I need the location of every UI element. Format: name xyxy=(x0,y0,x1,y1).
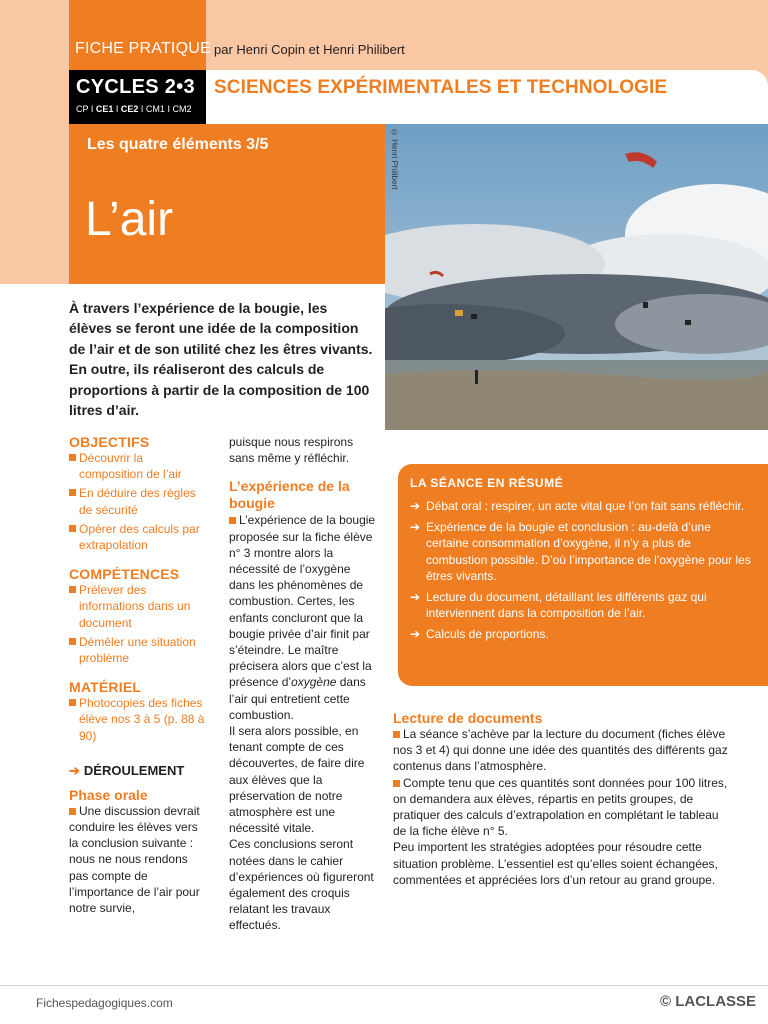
objectif-item: Découvrir la composition de l’air xyxy=(69,450,209,482)
lecture-para: Peu importent les stratégies adoptées pour résoudre cette situation problème. L’essentiel est qu’elles soient échangées, commentées et appréciées lors d’un retour au grand groupe. xyxy=(393,840,718,887)
competence-item: Démêler une situation problème xyxy=(69,634,209,666)
fiche-pratique-box xyxy=(69,0,206,70)
materiel-item: Photocopies des fiches élève nos 3 à 5 (p. 88 à 90) xyxy=(69,695,209,744)
cycles-label: CYCLES 2•3 xyxy=(76,76,195,98)
summary-box xyxy=(398,464,768,686)
summary-item: ➔ Expérience de la bougie et conclusion : au-delà d’une certaine consommation d’oxygène, il n’y a plus de combustion possible. D’où l’importance de l’oxygène pour les êtres vivants. xyxy=(410,520,751,583)
objectif-item: En déduire des règles de sécurité xyxy=(69,485,209,517)
level-cp: CP xyxy=(76,104,89,114)
deroulement-heading: ➔ DÉROULEMENT xyxy=(69,762,185,778)
level-ce1: CE1 xyxy=(95,104,114,114)
arrow-right-icon: ➔ xyxy=(410,590,421,605)
phase-orale-text: Une discussion devrait conduire les élèves vers la conclusion suivante : nous ne nous rendons pas compte de l’importance de l’air pour notre survie, xyxy=(69,803,200,916)
arrow-right-icon: ➔ xyxy=(410,520,421,535)
fiche-pratique-label: FICHE PRATIQUE xyxy=(75,40,211,57)
materiel-heading: MATÉRIEL xyxy=(69,679,142,696)
photo-credit: © Henri Philibert xyxy=(390,128,399,190)
experience-para: Il sera alors possible, en tenant compte de ces découvertes, de faire dire aux élèves que la préservation de notre atmosphère est une nécessité vitale. xyxy=(229,724,365,836)
objectif-item: Opérer des calculs par extrapolation xyxy=(69,521,209,553)
middle-column xyxy=(229,434,376,934)
competence-item: Prélever des informations dans un document xyxy=(69,582,209,631)
footer-publisher: © LACLASSE xyxy=(660,993,757,1010)
levels: CP I CE1 I CE2 I CM1 I CM2 xyxy=(76,104,192,114)
page-title: L’air xyxy=(85,193,174,246)
intro-paragraph: À travers l’expérience de la bougie, les élèves se feront une idée de la composition de l’air et de son utilité chez les êtres vivants. En outre, ils réaliseront des calculs de proportions à partir de la composition de 100 litres d’air. xyxy=(69,300,373,419)
series-label: Les quatre éléments 3/5 xyxy=(87,136,269,153)
kite-beach-photo xyxy=(385,124,768,430)
competences-heading: COMPÉTENCES xyxy=(69,566,180,583)
authors: par Henri Copin et Henri Philibert xyxy=(214,42,405,57)
subject-title: SCIENCES EXPÉRIMENTALES ET TECHNOLOGIE xyxy=(214,77,668,98)
experience-para: Ces conclusions seront notées dans le cahier d’expériences où figureront également des croquis relatant les travaux effectués. xyxy=(229,837,374,933)
summary-heading: LA SÉANCE EN RÉSUMÉ xyxy=(410,476,564,490)
lecture-para: Compte tenu que ces quantités sont données pour 100 litres, on demandera aux élèves, répartis en petits groupes, de pratiquer des calculs d’extrapolation en complétant le tableau de la fiche élève n° 5. xyxy=(393,775,728,839)
arrow-right-icon: ➔ xyxy=(69,762,80,778)
experience-para: L’expérience de la bougie proposée sur la fiche élève n° 3 montre alors la nécessité de l’oxygène dans les phénomènes de combustion. Certes, les enfants concluront que la bougie privée d’air finit par s’éteindre. Le maître précisera alors que c’est la présence d’oxygène dans l’air qui entretient cette combustion. xyxy=(229,513,376,722)
footer-site: Fichespedagogiques.com xyxy=(36,996,173,1010)
lecture-para: La séance s’achève par la lecture du document (fiches élève nos 3 et 4) qui donne une idée des quantités des différents gaz contenus dans l’atmosphère. xyxy=(393,727,728,774)
arrow-right-icon: ➔ xyxy=(410,499,421,513)
summary-item: ➔ Débat oral : respirer, un acte vital que l’on fait sans réfléchir. xyxy=(410,499,745,513)
phase-orale-heading: Phase orale xyxy=(69,786,148,803)
lecture-heading: Lecture de documents xyxy=(393,710,543,726)
level-cm2: CM2 xyxy=(172,104,192,114)
objectifs-heading: OBJECTIFS xyxy=(69,434,150,450)
arrow-right-icon: ➔ xyxy=(410,627,421,642)
continuation-text: puisque nous respirons sans même y réfléchir. xyxy=(229,435,354,466)
summary-item: ➔ Calculs de proportions. xyxy=(410,627,549,642)
footer-divider xyxy=(0,985,768,986)
summary-item: ➔ Lecture du document, détaillant les différents gaz qui interviennent dans la composition de l’air. xyxy=(410,590,707,621)
left-column xyxy=(69,434,209,916)
lecture-section xyxy=(393,710,733,888)
experience-heading: L’expérience de la bougie xyxy=(229,478,350,512)
level-ce2: CE2 xyxy=(120,104,139,114)
level-cm1: CM1 xyxy=(145,104,165,114)
